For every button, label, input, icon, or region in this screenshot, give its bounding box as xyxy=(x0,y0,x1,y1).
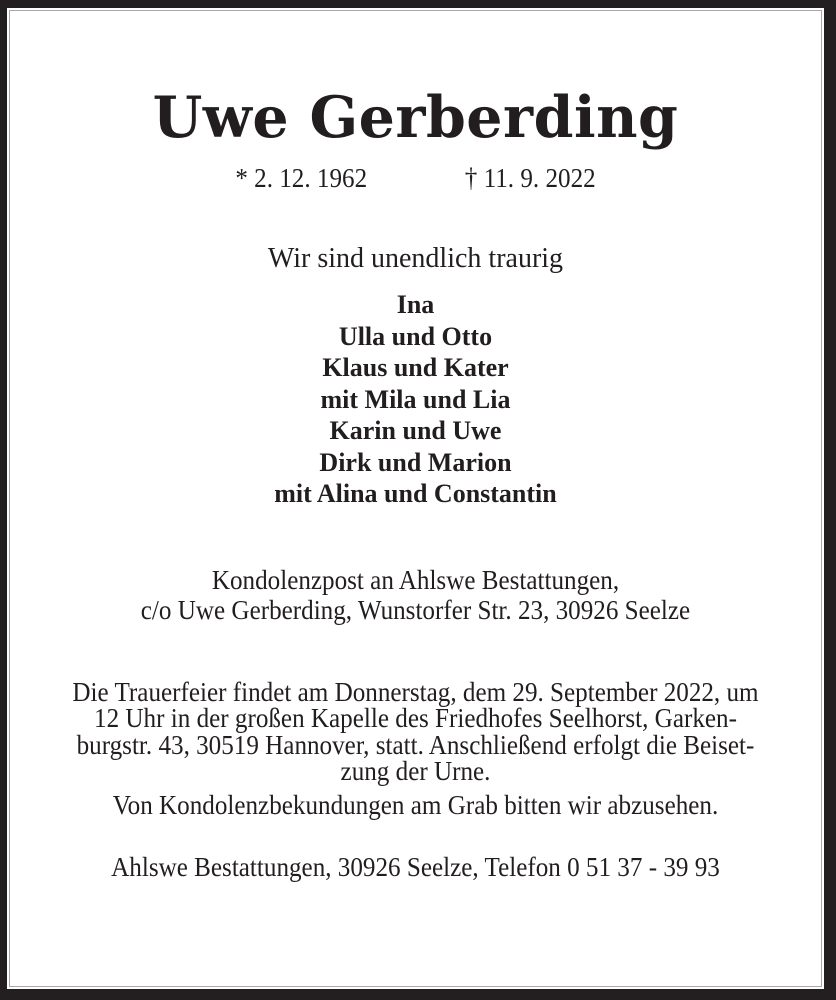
mourner-line: Ulla und Otto xyxy=(338,321,493,351)
obituary-notice xyxy=(10,11,821,986)
mourning-statement: Wir sind unendlich traurig xyxy=(267,243,564,274)
mourner-line: Karin und Uwe xyxy=(329,416,502,445)
service-line: Die Trauerfeier findet am Donnerstag, dem 29. September 2022, um xyxy=(72,676,759,707)
grave-condolence-note: Von Kondolenzbekundungen am Grab bitten wir abzusehen. xyxy=(112,789,719,820)
service-line: 12 Uhr in der großen Kapelle des Friedhofes Seelhorst, Garken- xyxy=(94,703,737,733)
funeral-home-contact: Ahlswe Bestattungen, 30926 Seelze, Telefon 0 51 37 - 39 93 xyxy=(111,851,720,882)
life-dates xyxy=(38,162,792,194)
condolence-line: c/o Uwe Gerberding, Wunstorfer Str. 23, 30926 Seelze xyxy=(140,594,691,625)
mourner-line: Ina xyxy=(396,290,435,319)
mourner-line: Klaus und Kater xyxy=(322,353,509,382)
service-line: zung der Urne. xyxy=(340,756,491,786)
service-line: burgstr. 43, 30519 Hannover, statt. Anschließend erfolgt die Beiset- xyxy=(76,729,755,760)
condolence-address xyxy=(38,565,792,625)
mourner-line: mit Alina und Constantin xyxy=(274,479,557,508)
death-date: † 11. 9. 2022 xyxy=(464,163,596,193)
mourner-line: Dirk und Marion xyxy=(319,447,512,477)
mourners-list xyxy=(10,289,821,510)
mourner-line: mit Mila und Lia xyxy=(320,384,511,414)
condolence-line: Kondolenzpost an Ahlswe Bestattungen, xyxy=(211,564,620,595)
deceased-name: Uwe Gerberding xyxy=(152,84,679,151)
funeral-service-details xyxy=(38,676,792,786)
birth-date: * 2. 12. 1962 xyxy=(235,163,368,193)
